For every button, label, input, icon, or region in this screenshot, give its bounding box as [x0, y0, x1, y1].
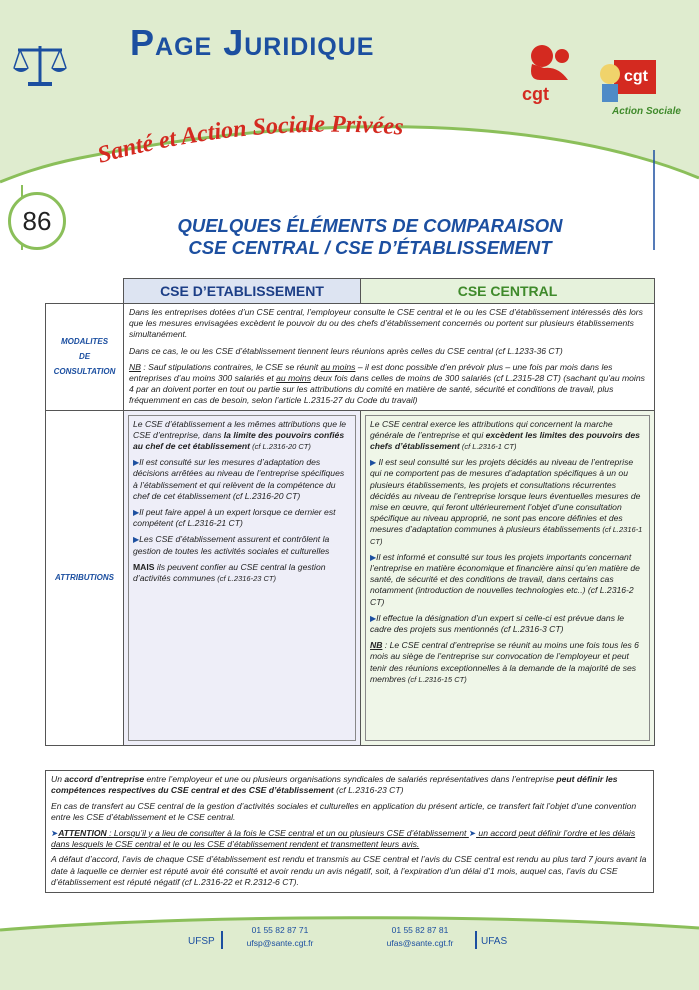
arrow-bullet-icon: ▶ — [133, 508, 140, 518]
attributions-central-cell — [361, 410, 655, 745]
footer-right-email: ufas@sante.cgt.fr — [386, 938, 454, 948]
attributions-etablissement-cell — [124, 410, 361, 745]
consultation-p1: Dans les entreprises dotées d’un CSE central, l’employeur consulte le CSE central et le ou les CSE d’établissement intéressés dès lors que les mesures envisagées excèdent le pouvoir du ou des chefs d’établissement concernés ou portent sur plusieurs établissements simultanément. — [129, 307, 643, 340]
nb-label: NB — [370, 640, 383, 651]
page-title: Page Juridique — [130, 22, 375, 63]
nb-label: NB — [129, 361, 141, 372]
arrow-bullet-icon: ▶ — [133, 535, 140, 545]
central-p1 — [370, 419, 645, 453]
bottom-p1 — [51, 774, 648, 797]
footer-divider — [475, 931, 477, 949]
underlined-text: au moins — [320, 361, 356, 372]
footer-right-phone: 01 55 82 87 81 — [391, 925, 449, 935]
consultation-p3 — [129, 362, 649, 407]
column-header-central: CSE CENTRAL — [361, 279, 655, 304]
text-span: : Le CSE central d’entreprise se réunit au moins une fois tous les 6 mois au siège de l’entreprise sur convocation de l’employeur et peut tenir des réunions exceptionnelles à la demande de la majorité de ses membres — [370, 640, 639, 684]
central-p5 — [370, 640, 645, 685]
cgt-logo-text-2: cgt — [624, 68, 648, 85]
text-span: Il est consulté sur les mesures d’adaptation des décisions arrêtées au niveau de l’entreprise spécifiques à l’établissement et qui relèvent de la compétence du chef de cet établissement (cf L.2316-20 CT) — [133, 457, 345, 501]
subtitle-ribbon — [95, 108, 555, 188]
text-span: Il est seul consulté sur les projets décidés au niveau de l’entreprise qui ne comportent pas de mesures d’adaptation spécifiques à un ou plusieurs établissements, les projets et consultations récurrentes décidés au niveau de l’entreprise lorsque leurs éventuelles mesures de mise en œuvre, qui feront ultérieurement l’objet d’une consultation spécifique au niveau approprié, ne sont pas encore définies et des mesures d’adaptation communes à plusieurs établissements — [370, 457, 641, 535]
text-span: : Sauf stipulations contraires, le CSE se réunit — [140, 361, 321, 372]
text-span: entre l’employeur et une ou plusieurs organisations syndicales de salariés représentatives dans l’entreprise — [144, 774, 557, 784]
comparison-table — [45, 278, 655, 746]
text-span: (cf L.2316-23 CT) — [333, 785, 404, 796]
etab-p1 — [133, 419, 351, 453]
arrow-bullet-icon: ▶ — [370, 458, 377, 468]
reference: (cf L.2316-23 CT) — [215, 574, 277, 584]
underlined-text: : Lorsqu’il y a lieu de consulter à la fois le CSE central et un ou plusieurs CSE d’établissement — [106, 827, 469, 838]
consultation-p2: Dans ce cas, le ou les CSE d’établissement tiennent leurs réunions après celles du CSE central (cf L.1233-36 CT) — [129, 345, 563, 356]
document-title-line-1: QUELQUES ÉLÉMENTS DE COMPARAISON — [177, 215, 563, 236]
table-row-consultation — [46, 304, 655, 411]
underlined-text: un accord peut définir l’ordre et les délais dans lesquels le CSE central et le ou les CSE d’établissement rendent et transmettent leurs avis. — [51, 827, 636, 850]
central-p2 — [370, 457, 645, 547]
reference: (cf L.2316-20 CT) — [250, 442, 311, 452]
bold-text: excèdent les limites des pouvoirs des chefs d’établissement — [370, 429, 640, 452]
attributions-central-box — [365, 415, 650, 741]
bold-text: la limite des pouvoirs confiés au chef de cet établissement — [133, 429, 345, 452]
footer-left-phone: 01 55 82 87 71 — [251, 925, 309, 935]
issue-number-badge — [8, 192, 66, 250]
text-span: Le CSE central exerce les attributions qui concernent la marche générale de l’entreprise et qui — [370, 418, 613, 440]
reference: (cf L.2316-1 CT) — [370, 525, 643, 546]
document-title-line-2: CSE CENTRAL / CSE D’ÉTABLISSEMENT — [188, 237, 552, 258]
footer-ufsp: UFSP — [188, 936, 215, 947]
footer-left-email: ufsp@sante.cgt.fr — [246, 938, 314, 948]
text-span: deux fois dans celles de moins de 300 salariés (cf L.2315-28 CT) (sachant qu’au moins 4 par an doivent porter en tout ou partie sur les attributions du comité en matière de santé, sécurité et conditions de travail, plus fréquemment en cas de besoin, selon l’article L.2315-27 du Code du travail) — [129, 373, 645, 406]
bottom-p4: A défaut d’accord, l’avis de chaque CSE d’établissement est rendu et transmis au CSE central et l’avis du CSE central est rendu au plus tard 7 jours avant la date à laquelle ce dernier est réputé avoir été consulté et avoir rendu un avis négatif, soit, à l’expiration d’un délai d’1 mois, auquel cas, l’avis du CSE d’établissement est réputé négatif (cf L.2316-22 et R.2312-6 CT). — [51, 854, 647, 888]
central-p4 — [370, 613, 645, 635]
footer-divider — [221, 931, 223, 949]
issue-number: 86 — [22, 206, 52, 236]
etab-p3 — [133, 507, 351, 529]
column-header-etablissement: CSE D’ETABLISSEMENT — [124, 279, 361, 304]
text-span: Le CSE d’établissement a les mêmes attributions que le CSE d’entreprise, dans — [133, 418, 347, 440]
consultation-cell — [124, 304, 655, 411]
row-label-line: MODALITES — [60, 337, 109, 346]
attention-label: ATTENTION — [58, 827, 107, 838]
bold-text: peut définir les compétences respectives du CSE central et des CSE d’établissement — [51, 774, 618, 796]
table-header-row — [46, 279, 655, 304]
text-span: Les CSE d’établissement assurent et contrôlent la gestion de toutes les activités sociales et culturelles — [133, 534, 330, 556]
row-label-line: DE — [78, 352, 91, 362]
reference: (cf L.2316-15 CT) — [405, 674, 467, 684]
action-sociale-text: Action Sociale — [612, 106, 681, 117]
reference: (cf L.2316-1 CT) — [459, 442, 517, 452]
row-label-attributions: ATTRIBUTIONS — [46, 410, 124, 745]
footer-background — [0, 900, 699, 990]
arrow-bullet-icon: ▶ — [370, 613, 377, 623]
row-label-line: CONSULTATION — [53, 367, 116, 377]
text-span: Un — [51, 774, 65, 784]
table-row-attributions — [46, 410, 655, 745]
document-title — [70, 215, 670, 259]
etab-p5 — [133, 562, 351, 584]
arrow-bullet-icon: ▶ — [133, 458, 140, 468]
subtitle-text: Santé et Action Sociale Privées — [95, 111, 405, 169]
bottom-p2: En cas de transfert au CSE central de la gestion d’activités sociales et culturelles en application du présent article, ce transfert fait l’objet d’une convention entre les CSE d’établissement et le CSE central. — [51, 800, 637, 823]
arrow-bullet-icon: ➤ — [468, 827, 477, 838]
cgt-logo-text: cgt — [522, 84, 549, 104]
central-p3 — [370, 552, 645, 608]
bold-text: accord d’entreprise — [64, 774, 145, 784]
underlined-text: au moins — [276, 373, 312, 384]
footer-ufas: UFAS — [481, 936, 508, 947]
row-label-consultation — [46, 304, 124, 411]
text-span: Il peut faire appel à un expert lorsque ce dernier est compétent (cf L.2316-21 CT) — [133, 507, 336, 529]
arrow-bullet-icon: ➤ — [51, 827, 59, 838]
bold-text: MAIS — [133, 561, 155, 572]
attributions-etablissement-box — [128, 415, 356, 741]
text-span: – il est donc possible d’en prévoir plus – une fois par mois dans les entreprises d’au moins 300 salariés et — [129, 361, 613, 384]
etab-p4 — [133, 534, 351, 556]
bottom-p3 — [51, 828, 648, 851]
text-span: Il effectue la désignation d’un expert si celle-ci est prévue dans le cadre des projets sus mentionnés (cf L.2316-3 CT) — [370, 612, 625, 635]
text-span: ils peuvent confier au CSE central la gestion d’activités communes — [133, 561, 326, 584]
bottom-notes — [45, 770, 654, 893]
text-span: Il est informé et consulté sur tous les projets importants concernant l’entreprise en matière économique et financière ainsi qu’en matière de santé, de sécurité et des conditions de travail, dans certains cas notamment (introduction de nouvelles technologies etc..) (cf L.2316-2 CT) — [370, 551, 640, 607]
etab-p2 — [133, 457, 351, 502]
svg-text:Santé et Action Sociale Privée — [95, 112, 404, 169]
arrow-bullet-icon: ▶ — [370, 552, 377, 562]
scales-of-justice-icon — [12, 42, 68, 88]
